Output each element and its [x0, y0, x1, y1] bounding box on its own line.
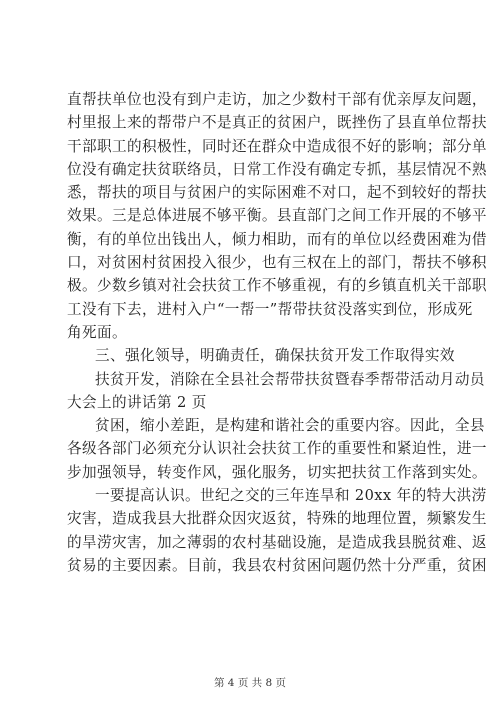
- text-line: 大会上的讲话第 2 页: [67, 393, 207, 411]
- text-line: 灾害，造成我县大批群众因灾返贫，特殊的地理位置，频繁发生: [67, 510, 487, 528]
- text-line: 的旱涝灾害，加之薄弱的农村基础设施，是造成我县脱贫难、返: [67, 533, 487, 551]
- page-number: 第 4 页 共 8 页: [213, 677, 287, 689]
- text-line: 贫易的主要因素。目前，我县农村贫困问题仍然十分严重，贫困: [67, 556, 487, 574]
- text-line: 角死面。: [67, 323, 127, 341]
- section-heading: 三、强化领导，明确责任，确保扶贫开发工作取得实效: [95, 347, 455, 365]
- text-line: 工没有下去，进村入户“一帮一”帮带扶贫没落实到位，形成死: [67, 300, 473, 318]
- text-line: 极。少数乡镇对社会扶贫工作不够重视，有的乡镇直机关干部职: [67, 277, 487, 295]
- text-line: 村里报上来的帮带户不是真正的贫困户，既挫伤了县直单位帮扶: [67, 114, 487, 132]
- text-line: 口，对贫困村贫困投入很少，也有三权在上的部门，帮扶不够积: [67, 254, 487, 272]
- text-line: 各级各部门必须充分认识社会扶贫工作的重要性和紧迫性，进一: [67, 440, 487, 458]
- text-line: 一要提高认识。世纪之交的三年连旱和 20xx 年的特大洪涝: [95, 487, 487, 505]
- text-line: 贫困，缩小差距，是构建和谐社会的重要内容。因此，全县: [95, 417, 485, 435]
- text-line: 效果。三是总体进展不够平衡。县直部门之间工作开展的不够平: [67, 207, 487, 225]
- text-line: 直帮扶单位也没有到户走访，加之少数村干部有优亲厚友问题，: [67, 91, 487, 108]
- text-line: 位没有确定扶贫联络员，日常工作没有确定专抓，基层情况不熟: [67, 160, 487, 178]
- text-line: 步加强领导，转变作风，强化服务，切实把扶贫工作落到实处。: [67, 463, 487, 481]
- text-line: 干部职工的积极性，同时还在群众中造成很不好的影响；部分单: [67, 137, 487, 155]
- text-line: 扶贫开发，消除在全县社会帮带扶贫暨春季帮带活动月动员: [95, 370, 485, 388]
- text-line: 悉，帮扶的项目与贫困户的实际困难不对口，起不到较好的帮扶: [67, 184, 487, 202]
- text-line: 衡，有的单位出钱出人，倾力相助，而有的单位以经费困难为借: [67, 230, 487, 248]
- document-body: [67, 88, 487, 577]
